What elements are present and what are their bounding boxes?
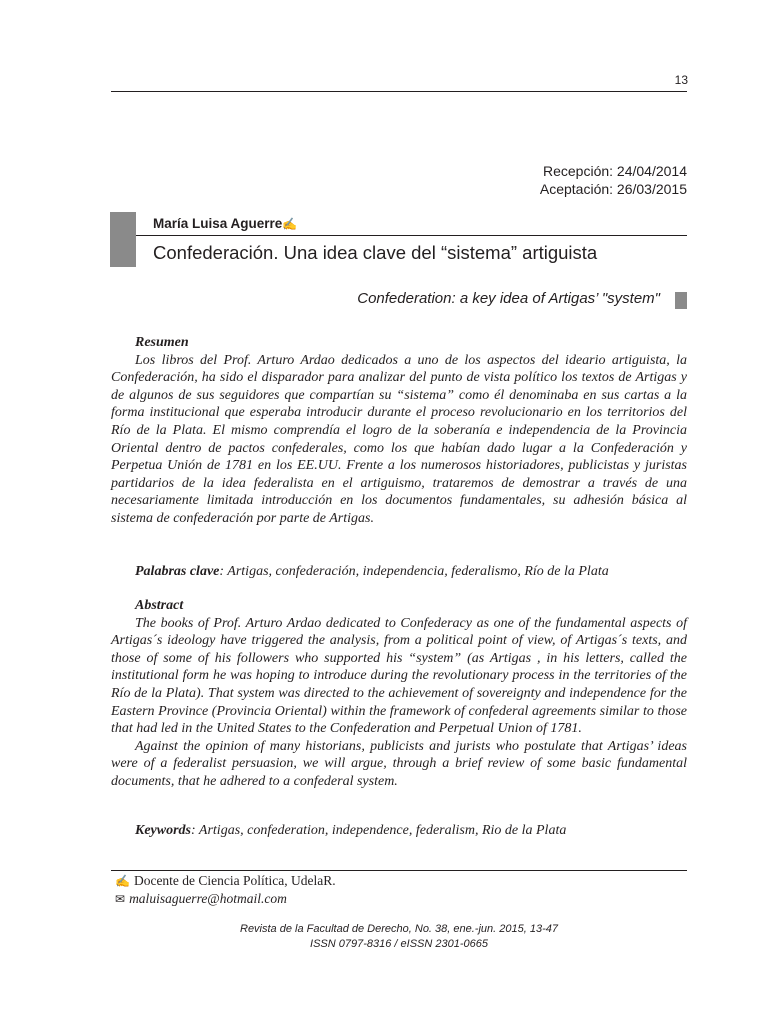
reception-date: Recepción: 24/04/2014 bbox=[543, 163, 687, 179]
english-title: Confederation: a key idea of Artigas’ "system" bbox=[357, 290, 660, 307]
journal-line-1: Revista de la Facultad de Derecho, No. 38, ene.-jun. 2015, 13-47 bbox=[240, 923, 558, 935]
footnote-rule bbox=[111, 870, 687, 871]
abstract-heading: Abstract bbox=[135, 598, 184, 613]
palabras-clave bbox=[111, 563, 687, 581]
keywords-text: : Artigas, confederation, independence, federalism, Rio de la Plata bbox=[191, 823, 567, 838]
keywords-label: Keywords bbox=[135, 823, 191, 838]
title-rule bbox=[136, 235, 687, 236]
palabras-clave-section bbox=[111, 563, 687, 581]
keywords bbox=[111, 822, 687, 840]
affiliation-text: Docente de Ciencia Política, UdelaR. bbox=[133, 873, 336, 888]
resumen-heading: Resumen bbox=[135, 335, 189, 350]
title-accent-block bbox=[110, 212, 136, 267]
header-rule bbox=[111, 91, 687, 92]
email-link[interactable]: maluisaguerre@hotmail.com bbox=[129, 891, 287, 906]
abstract-section bbox=[111, 597, 687, 791]
palabras-clave-text: : Artigas, confederación, independencia, federalismo, Río de la Plata bbox=[219, 564, 609, 579]
palabras-clave-label: Palabras clave bbox=[135, 564, 220, 579]
affiliation-footnote bbox=[115, 873, 336, 889]
article-title: Confederación. Una idea clave del “sistema” artiguista bbox=[153, 242, 598, 263]
writing-hand-icon: ✍ bbox=[115, 874, 130, 888]
acceptance-date: Aceptación: 26/03/2015 bbox=[539, 181, 687, 197]
footnote-mark-icon: ✍ bbox=[282, 217, 298, 231]
journal-line-2: ISSN 0797-8316 / eISSN 2301-0665 bbox=[310, 938, 488, 950]
keywords-section bbox=[111, 822, 687, 840]
journal-citation bbox=[111, 922, 687, 952]
author-name-text: María Luisa Aguerre bbox=[153, 216, 283, 231]
abstract-paragraph-1: The books of Prof. Arturo Ardao dedicated to Confederacy as one of the fundamental aspects of Artigas´s ideology have triggered the analysis, from a political point of view, of Artigas´s texts, and those of some of his followers who supported his “system” (as Artigas , in his letters, called the institutional form he was hoping to introduce during the revolutionary process in the territories of the Río de la Plata). That system was directed to the achievement of sovereignty and independence for the Eastern Province (Provincia Oriental) within the framework of confederal agreements similar to those that had led in the United States to the Confederation and Perpetual Union of 1781. bbox=[111, 615, 687, 737]
email-footnote bbox=[115, 891, 287, 907]
envelope-icon: ✉ bbox=[115, 892, 126, 906]
resumen-text: Los libros del Prof. Arturo Ardao dedicados a uno de los aspectos del ideario artiguista, la Confederación, ha sido el disparador para analizar del punto de vista político los textos de Artigas y de algunos de sus seguidores que compartían su “sistema” como él denominaba en sus cartas a la forma institucional que esperaba introducir durante el proceso revolucionario en los territorios del Río de la Plata. El mismo comprendía el logro de la soberanía e independencia de la Provincia Oriental dentro de pactos confederales, como los que habían dado lugar a la Confederación y Perpetua Unión de 1781 en los EE.UU. Frente a los numerosos historiadores, publicistas y juristas partidarios de la idea federalista en el artiguismo, trataremos de demostrar a través de una necesariamente limitada introducción en los documentos fundamentales, su adhesión básica al sistema de confederación por parte de Artigas. bbox=[111, 352, 687, 526]
page-number: 13 bbox=[674, 73, 688, 87]
abstract-paragraph-2: Against the opinion of many historians, publicists and jurists who postulate that Artigas’ ideas were of a federalist persuasion, we will argue, through a brief review of some basic fundamental documents, that he adhered to a confederal system. bbox=[111, 738, 687, 789]
submission-dates bbox=[540, 162, 687, 198]
resumen-section bbox=[111, 334, 687, 528]
english-title-accent-block bbox=[675, 292, 687, 309]
author-name bbox=[153, 216, 297, 231]
